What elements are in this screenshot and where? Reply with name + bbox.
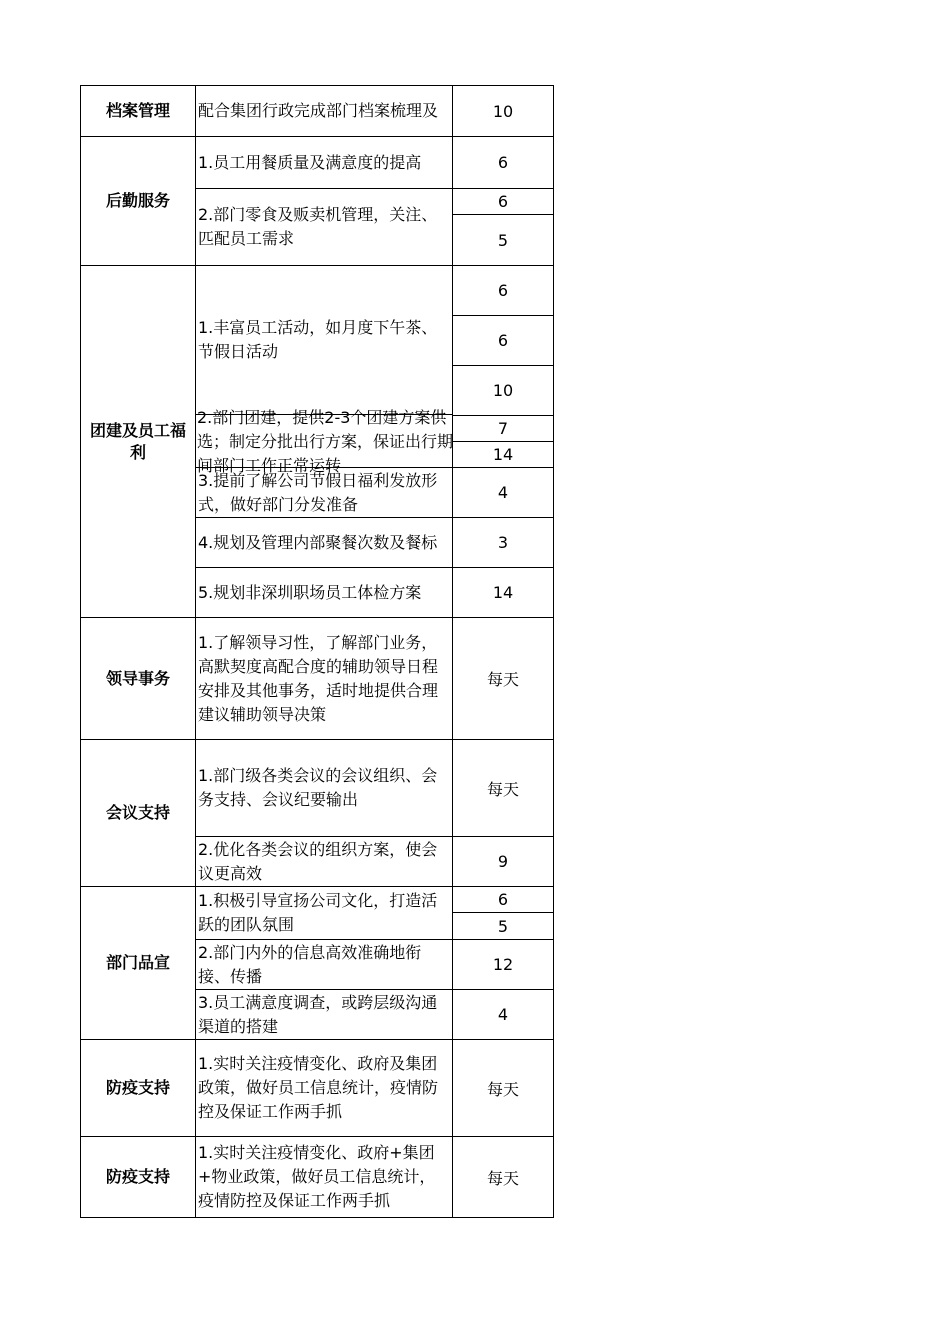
task-description: 2.优化各类会议的组织方案，使会议更高效 <box>195 836 453 887</box>
task-description: 2.部门零食及贩卖机管理，关注、匹配员工需求 <box>195 188 453 266</box>
task-description: 3.提前了解公司节假日福利发放形式，做好部门分发准备 <box>195 467 453 518</box>
category-cell: 防疫支持 <box>80 1039 196 1137</box>
task-value: 6 <box>452 188 554 215</box>
category-cell: 会议支持 <box>80 739 196 887</box>
task-value: 4 <box>452 467 554 518</box>
task-value: 10 <box>452 85 554 137</box>
task-description: 1.了解领导习性，了解部门业务，高默契度高配合度的辅助领导日程安排及其他事务，适时地提供合理建议辅助领导决策 <box>195 617 453 740</box>
task-value: 6 <box>452 265 554 316</box>
task-value: 10 <box>452 365 554 416</box>
task-value: 5 <box>452 214 554 266</box>
task-value: 每天 <box>452 739 554 837</box>
task-value: 9 <box>452 836 554 887</box>
task-description: 1.实时关注疫情变化、政府+集团+物业政策，做好员工信息统计，疫情防控及保证工作两手抓 <box>195 1136 453 1218</box>
task-value: 6 <box>452 315 554 366</box>
task-table <box>80 85 554 1218</box>
task-description: 1.丰富员工活动，如月度下午茶、节假日活动 <box>195 265 453 415</box>
task-description: 配合集团行政完成部门档案梳理及 <box>195 85 453 137</box>
task-description: 1.员工用餐质量及满意度的提高 <box>195 136 453 189</box>
task-description-overflow: 2.部门团建，提供2-3个团建方案供选；制定分批出行方案，保证出行期间部门工作正常运转 <box>197 408 454 475</box>
task-value: 7 <box>452 415 554 442</box>
category-cell: 后勤服务 <box>80 136 196 266</box>
category-cell: 团建及员工福利 <box>80 265 196 618</box>
task-description: 1.实时关注疫情变化、政府及集团政策，做好员工信息统计，疫情防控及保证工作两手抓 <box>195 1039 453 1137</box>
task-value: 每天 <box>452 1136 554 1218</box>
task-value: 12 <box>452 939 554 990</box>
category-cell: 领导事务 <box>80 617 196 740</box>
task-description: 2.部门内外的信息高效准确地衔接、传播 <box>195 939 453 990</box>
task-value: 6 <box>452 886 554 913</box>
task-value: 14 <box>452 441 554 468</box>
task-value: 4 <box>452 989 554 1040</box>
task-description: 1.积极引导宣扬公司文化，打造活跃的团队氛围 <box>195 886 453 940</box>
task-value: 每天 <box>452 617 554 740</box>
category-cell: 部门品宣 <box>80 886 196 1040</box>
task-description: 4.规划及管理内部聚餐次数及餐标 <box>195 517 453 568</box>
task-value: 6 <box>452 136 554 189</box>
task-description: 1.部门级各类会议的会议组织、会务支持、会议纪要输出 <box>195 739 453 837</box>
category-cell: 档案管理 <box>80 85 196 137</box>
task-value: 3 <box>452 517 554 568</box>
task-value: 5 <box>452 912 554 940</box>
task-description: 5.规划非深圳职场员工体检方案 <box>195 567 453 618</box>
task-value: 每天 <box>452 1039 554 1137</box>
task-value: 14 <box>452 567 554 618</box>
task-description: 3.员工满意度调查，或跨层级沟通渠道的搭建 <box>195 989 453 1040</box>
category-cell: 防疫支持 <box>80 1136 196 1218</box>
